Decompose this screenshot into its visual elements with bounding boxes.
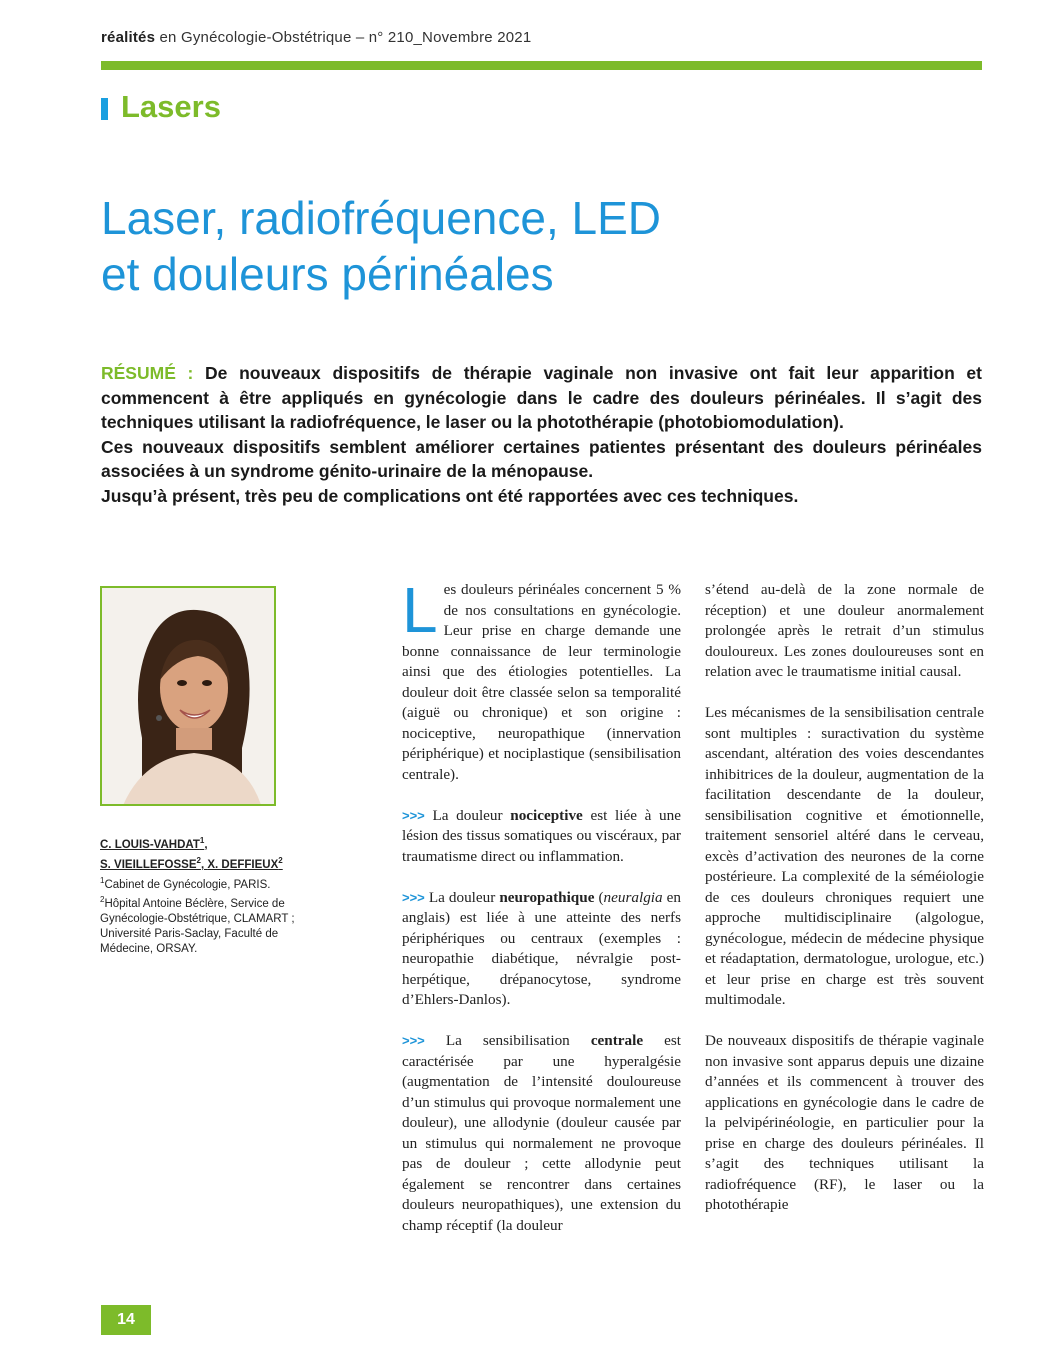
abstract <box>101 361 982 508</box>
body-paragraph-7: De nouveaux dispositifs de thérapie vaginale non invasive sont apparus depuis une dizaine d’années et ils commencent à trouver des applications en gynécologie dans le cadre de la pelvipérinéologie, en particulier pour la prise en charge des douleurs périnéales. Il s’agit des techniques utilisant la radiofréquence (RF), le laser ou la photothérapie <box>705 1032 984 1213</box>
body-paragraph-2: >>> La douleur nociceptive est liée à une lésion des tissus somatiques ou viscéraux, par traumatisme direct ou inflammation. <box>402 806 681 865</box>
abstract-p1: De nouveaux dispositifs de thérapie vaginale non invasive ont fait leur apparition et commencent à être appliqués en gynécologie dans le cadre des douleurs périnéales. Il s’agit des techniques utilisant la radiofréquence, le laser ou la photothérapie (photobiomodulation). <box>101 363 982 432</box>
body-paragraph-6: Les mécanismes de la sensibilisation centrale sont multiples : suractivation du système ascendant, altération des voies descendantes inhibitrices de la douleur, augmentation de la facilitation descendante de la douleur, sensibilisation cognitive et émotionnelle, traitement sensoriel altéré dans le cerveau, excès d’activation des neurones de la corne postérieure. La complexité de la séméiologie de ces douleurs chroniques requiert une approche multidisciplinaire (algologue, gynécologue, médecin de médecine physique et réadaptation, dermatologue, urologue, etc.) et leur prise en charge est très souvent multimodale. <box>705 704 984 1008</box>
abstract-p3: Jusqu’à présent, très peu de complications ont été rapportées avec ces techniques. <box>101 485 799 506</box>
author-3: X. DEFFIEUX <box>207 858 279 871</box>
author-2: S. VIEILLEFOSSE <box>100 858 197 871</box>
article-title-line1: Laser, radiofréquence, LED <box>101 192 662 244</box>
arrows-icon: >>> <box>402 807 425 823</box>
author-photo <box>100 586 276 806</box>
page-number: 14 <box>101 1305 151 1335</box>
affiliation-1: $^1$Cabinet de Gynécologie, PARIS. <box>100 875 271 891</box>
abstract-p2: Ces nouveaux dispositifs semblent améliorer certaines patientes présentant des douleurs périnéales associées à un syndrome génito-urinaire de la ménopause. <box>101 436 982 481</box>
drop-cap: L <box>402 574 438 646</box>
arrows-icon: >>> <box>402 889 425 905</box>
body-column-1 <box>402 574 681 1257</box>
article-title <box>101 190 982 302</box>
body-paragraph-3: >>> La douleur neuropathique (neuralgia en anglais) est liée à une atteinte des nerfs périphériques ou centraux (exemples : neuropathie diabétique, névralgie post-herpétique, drépanocytose, syndrome d’Ehlers-Danlos). <box>402 888 681 1008</box>
running-header <box>101 29 531 46</box>
author-portrait-image <box>102 588 276 806</box>
section-marker <box>101 98 108 120</box>
body-paragraph-1: Les douleurs périnéales concernent 5 % de nos consultations en gynécologie. Leur prise en charge demande une bonne connaissance de leur terminologie ainsi que des étiologies potentielles. La douleur doit être classée selon sa temporalité (aiguë ou chronique) et son origine : nociceptive, neuropathique (innervation périphérique) et nociplastique (sensibilisation centrale). <box>402 574 681 783</box>
journal-issue: en Gynécologie-Obstétrique – n° 210_Novembre 2021 <box>155 29 532 46</box>
body-paragraph-5: s’étend au-delà de la zone normale de réception) et une douleur anormalement prolongée après le retrait d’un stimulus douloureux. Les zones douloureuses sont en relation avec le traumatisme initial causal. <box>705 581 984 680</box>
abstract-label: RÉSUMÉ : <box>101 363 194 383</box>
body-paragraph-4: >>> La sensibilisation centrale est caractérisée par une hyperalgésie (augmentation de l’intensité douloureuse d’un stimulus qui provoque normalement une douleur), une allodynie (douleur causée par un stimulus qui normalement ne provoque pas de douleur ; cette allodynie peut également se rencontrer dans certaines douleurs neuropathiques), une extension du champ réceptif (la douleur <box>402 1032 681 1234</box>
arrows-icon: >>> <box>402 1033 425 1048</box>
journal-brand: réalités <box>101 29 156 46</box>
affiliation-2: $^2$Hôpital Antoine Béclère, Service de Gynécologie-Obstétrique, CLAMART ; Université Paris-Saclay, Faculté de Médecine, ORSAY. <box>100 895 295 956</box>
author-names: C. LOUIS-VAHDAT$^1$, S. VIEILLEFOSSE$^2$, X. DEFFIEUX$^2$ <box>100 836 283 871</box>
article-title-line2: et douleurs périnéales <box>101 248 554 300</box>
body-column-2 <box>705 580 984 1236</box>
author-block <box>100 833 330 957</box>
author-1: C. LOUIS-VAHDAT <box>100 838 200 851</box>
header-rule <box>101 61 982 70</box>
section-title: Lasers <box>121 89 221 124</box>
